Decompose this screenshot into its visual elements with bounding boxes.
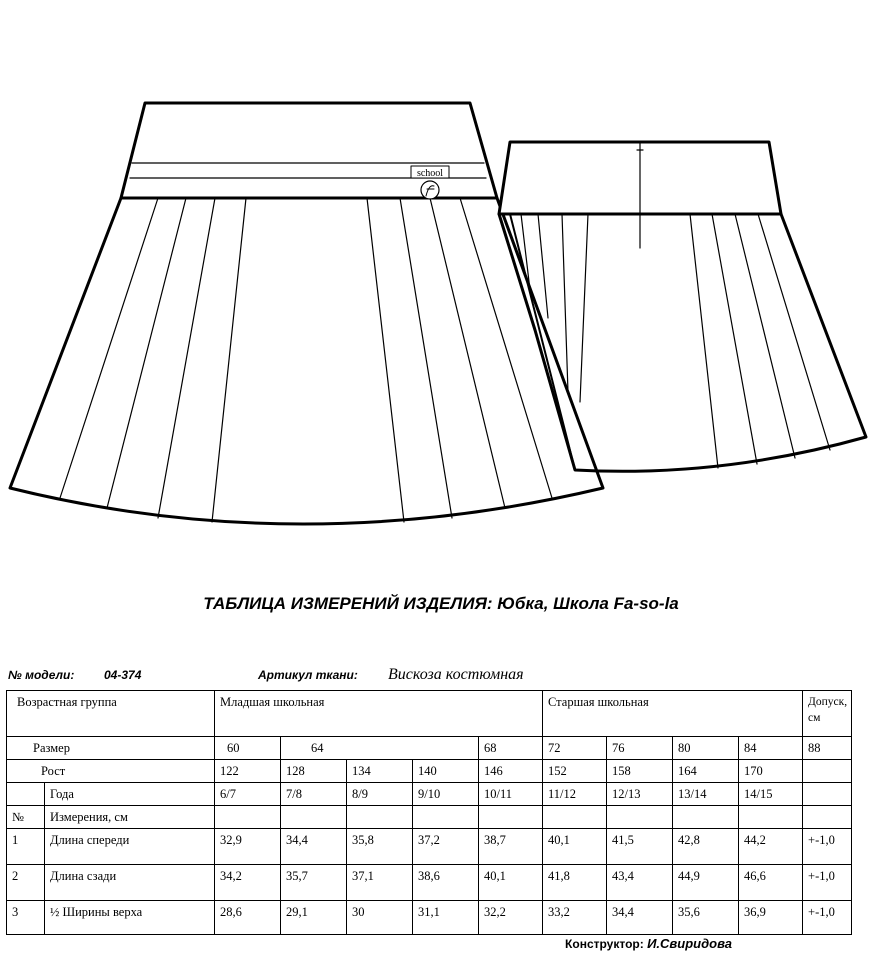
measurement-value: 32,9 [215,829,281,865]
logo-tag-text: school [416,168,444,179]
measurements-header: Измерения, см [45,806,215,829]
measurement-value: 34,4 [607,901,673,935]
tolerance-value: +-1,0 [803,829,852,865]
measurement-value: 44,2 [739,829,803,865]
measurement-value: 33,2 [543,901,607,935]
measurement-value: 30 [347,901,413,935]
measurement-value: 38,7 [479,829,543,865]
years-cell: 7/8 [281,783,347,806]
measurement-value: 29,1 [281,901,347,935]
measurement-value: 42,8 [673,829,739,865]
empty-cell [215,806,281,829]
tolerance-header: Допуск, см [803,691,852,737]
size-label: Размер [7,737,215,760]
measurement-value: 38,6 [413,865,479,901]
measurement-value: 43,4 [607,865,673,901]
height-cell: 134 [347,760,413,783]
empty-cell [543,806,607,829]
measurement-value: 40,1 [479,865,543,901]
row-number: 3 [7,901,45,935]
years-cell: 11/12 [543,783,607,806]
years-cell: 6/7 [215,783,281,806]
table-row [7,865,852,901]
height-cell: 152 [543,760,607,783]
size-cell: 88 [803,737,852,760]
empty-cell [739,806,803,829]
measurement-value: 28,6 [215,901,281,935]
age-group-senior: Старшая школьная [543,691,803,737]
size-row [7,737,852,760]
height-label: Рост [7,760,215,783]
height-cell: 122 [215,760,281,783]
height-cell: 140 [413,760,479,783]
measurements-table [6,690,852,935]
number-header: № [7,806,45,829]
table-row [7,901,852,935]
measurement-value: 31,1 [413,901,479,935]
tolerance-value: +-1,0 [803,901,852,935]
measurement-value: 46,6 [739,865,803,901]
tolerance-value: +-1,0 [803,865,852,901]
designer-label: Конструктор: [565,937,644,951]
years-label: Года [45,783,215,806]
measurement-name: Длина сзади [45,865,215,901]
years-cell: 8/9 [347,783,413,806]
document-title: ТАБЛИЦА ИЗМЕРЕНИЙ ИЗДЕЛИЯ: Юбка, Школа Fa-so-la [203,594,679,613]
size-cell: 60 [215,737,281,760]
fabric-article-value: Вискоза костюмная [388,666,524,683]
measurement-value: 35,7 [281,865,347,901]
measurement-name: Длина спереди [45,829,215,865]
years-row [7,783,852,806]
height-row [7,760,852,783]
measurement-value: 32,2 [479,901,543,935]
measurement-value: 44,9 [673,865,739,901]
model-number-label: № модели: [8,668,75,682]
table-row [7,829,852,865]
measurement-value: 36,9 [739,901,803,935]
measurement-name: ½ Ширины верха [45,901,215,935]
measurement-value: 37,2 [413,829,479,865]
size-cell: 80 [673,737,739,760]
empty-cell [413,806,479,829]
measurement-value: 34,2 [215,865,281,901]
age-group-label: Возрастная группа [7,691,215,737]
height-cell: 146 [479,760,543,783]
measurements-header-row [7,806,852,829]
model-number-value: 04-374 [104,668,142,682]
size-cell: 64 [281,737,479,760]
height-cell: 158 [607,760,673,783]
years-cell: 12/13 [607,783,673,806]
measurement-value: 34,4 [281,829,347,865]
measurement-value: 40,1 [543,829,607,865]
size-cell: 72 [543,737,607,760]
empty-cell [607,806,673,829]
measurement-value: 41,8 [543,865,607,901]
empty-cell [347,806,413,829]
size-cell: 84 [739,737,803,760]
years-cell: 10/11 [479,783,543,806]
empty-cell [673,806,739,829]
size-cell: 68 [479,737,543,760]
fabric-article-label: Артикул ткани: [258,668,358,682]
height-cell: 164 [673,760,739,783]
measurement-value: 35,6 [673,901,739,935]
size-cell: 76 [607,737,673,760]
measurement-value: 37,1 [347,865,413,901]
designer-name: И.Свиридова [647,936,732,951]
empty-cell [7,783,45,806]
empty-cell [281,806,347,829]
years-cell: 14/15 [739,783,803,806]
years-cell: 9/10 [413,783,479,806]
measurement-value: 41,5 [607,829,673,865]
empty-cell [803,783,852,806]
row-number: 1 [7,829,45,865]
row-number: 2 [7,865,45,901]
empty-cell [803,806,852,829]
height-cell: 170 [739,760,803,783]
empty-cell [479,806,543,829]
height-cell: 128 [281,760,347,783]
empty-cell [803,760,852,783]
years-cell: 13/14 [673,783,739,806]
measurement-value: 35,8 [347,829,413,865]
designer-signature [565,936,732,951]
age-group-junior: Младшая школьная [215,691,543,737]
age-group-row [7,691,852,737]
